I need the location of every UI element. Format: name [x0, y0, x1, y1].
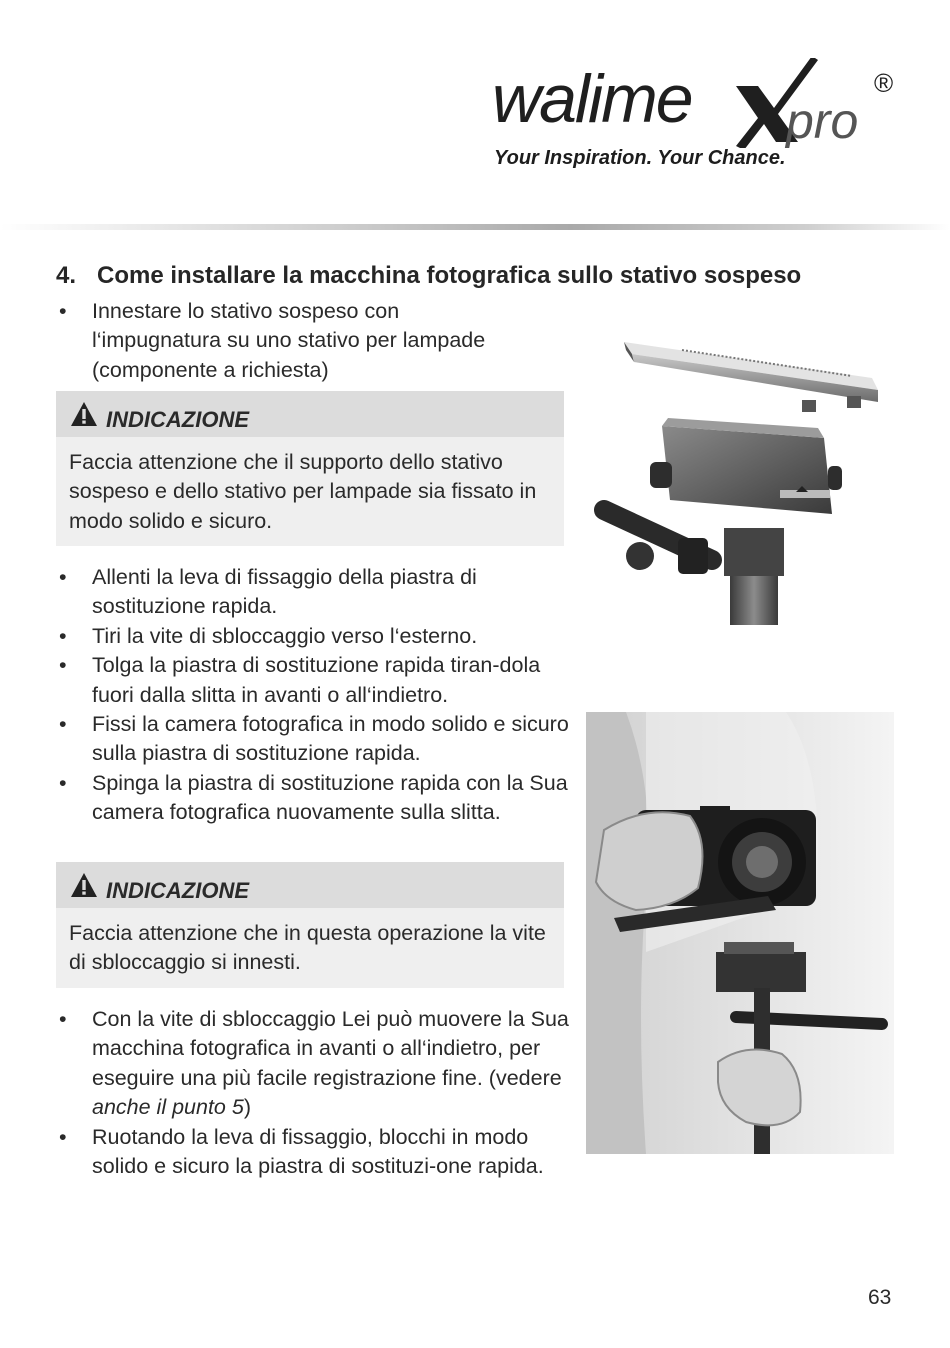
quick-release-plate-photo	[592, 330, 892, 625]
list-item: • Fissi la camera fotografica in modo solido e sicuro sulla piastra di sostituzione rapida.	[56, 710, 576, 769]
note-body: Faccia attenzione che in questa operazione la vite di sbloccaggio si innesti.	[56, 908, 564, 988]
list-item-reference: anche il punto 5	[92, 1095, 244, 1120]
list-item: • Ruotando la leva di fissaggio, blocchi in modo solido e sicuro la piastra di sostituzi-one rapida.	[56, 1123, 576, 1182]
warning-triangle-icon	[70, 872, 98, 898]
svg-text:walime: walime	[492, 61, 692, 137]
tagline: Your Inspiration. Your Chance.	[494, 147, 786, 169]
list-item: • Tolga la piastra di sostituzione rapida tiran-dola fuori dalla slitta in avanti o all‘indietro.	[56, 651, 576, 710]
list-item-text-end: )	[243, 1095, 251, 1120]
warning-triangle-icon	[70, 401, 98, 427]
list-item: • Innestare lo stativo sospeso con l‘impugnatura su uno stativo per lampade (componente a richiesta)	[56, 297, 526, 385]
note-box-2	[56, 862, 564, 988]
walimex-pro-logo-graphic	[490, 58, 900, 148]
page-number: 63	[868, 1286, 892, 1309]
note-heading-text: INDICAZIONE	[106, 407, 249, 432]
list-item-text: Con la vite di sbloccaggio Lei può muovere la Sua macchina fotografica in avanti o all‘indietro, per eseguire una più facile registrazione fine. (vedere	[92, 1007, 569, 1090]
instruction-list-3	[56, 1005, 576, 1181]
list-item: • Tiri la vite di sbloccaggio verso l‘esterno.	[56, 622, 576, 651]
note-heading-text: INDICAZIONE	[106, 878, 249, 903]
note-box-1	[56, 391, 564, 546]
section-title-text: Come installare la macchina fotografica sullo stativo sospeso	[97, 262, 802, 289]
section-title	[56, 262, 801, 290]
camera-on-stabilizer-photo	[586, 712, 894, 1154]
registered-mark: ®	[874, 68, 894, 98]
instruction-list-1	[56, 297, 526, 385]
list-item: • Spinga la piastra di sostituzione rapida con la Sua camera fotografica nuovamente sulla slitta.	[56, 769, 576, 828]
section-number: 4.	[56, 262, 77, 289]
note-heading	[56, 862, 564, 908]
header-divider	[0, 224, 950, 230]
list-item	[56, 1005, 576, 1123]
instruction-list-2	[56, 563, 576, 828]
note-body: Faccia attenzione che il supporto dello stativo sospeso e dello stativo per lampade sia fissato in modo solido e sicuro.	[56, 437, 564, 546]
note-heading	[56, 391, 564, 437]
svg-text:pro: pro	[786, 93, 859, 148]
list-item: • Allenti la leva di fissaggio della piastra di sostituzione rapida.	[56, 563, 576, 622]
